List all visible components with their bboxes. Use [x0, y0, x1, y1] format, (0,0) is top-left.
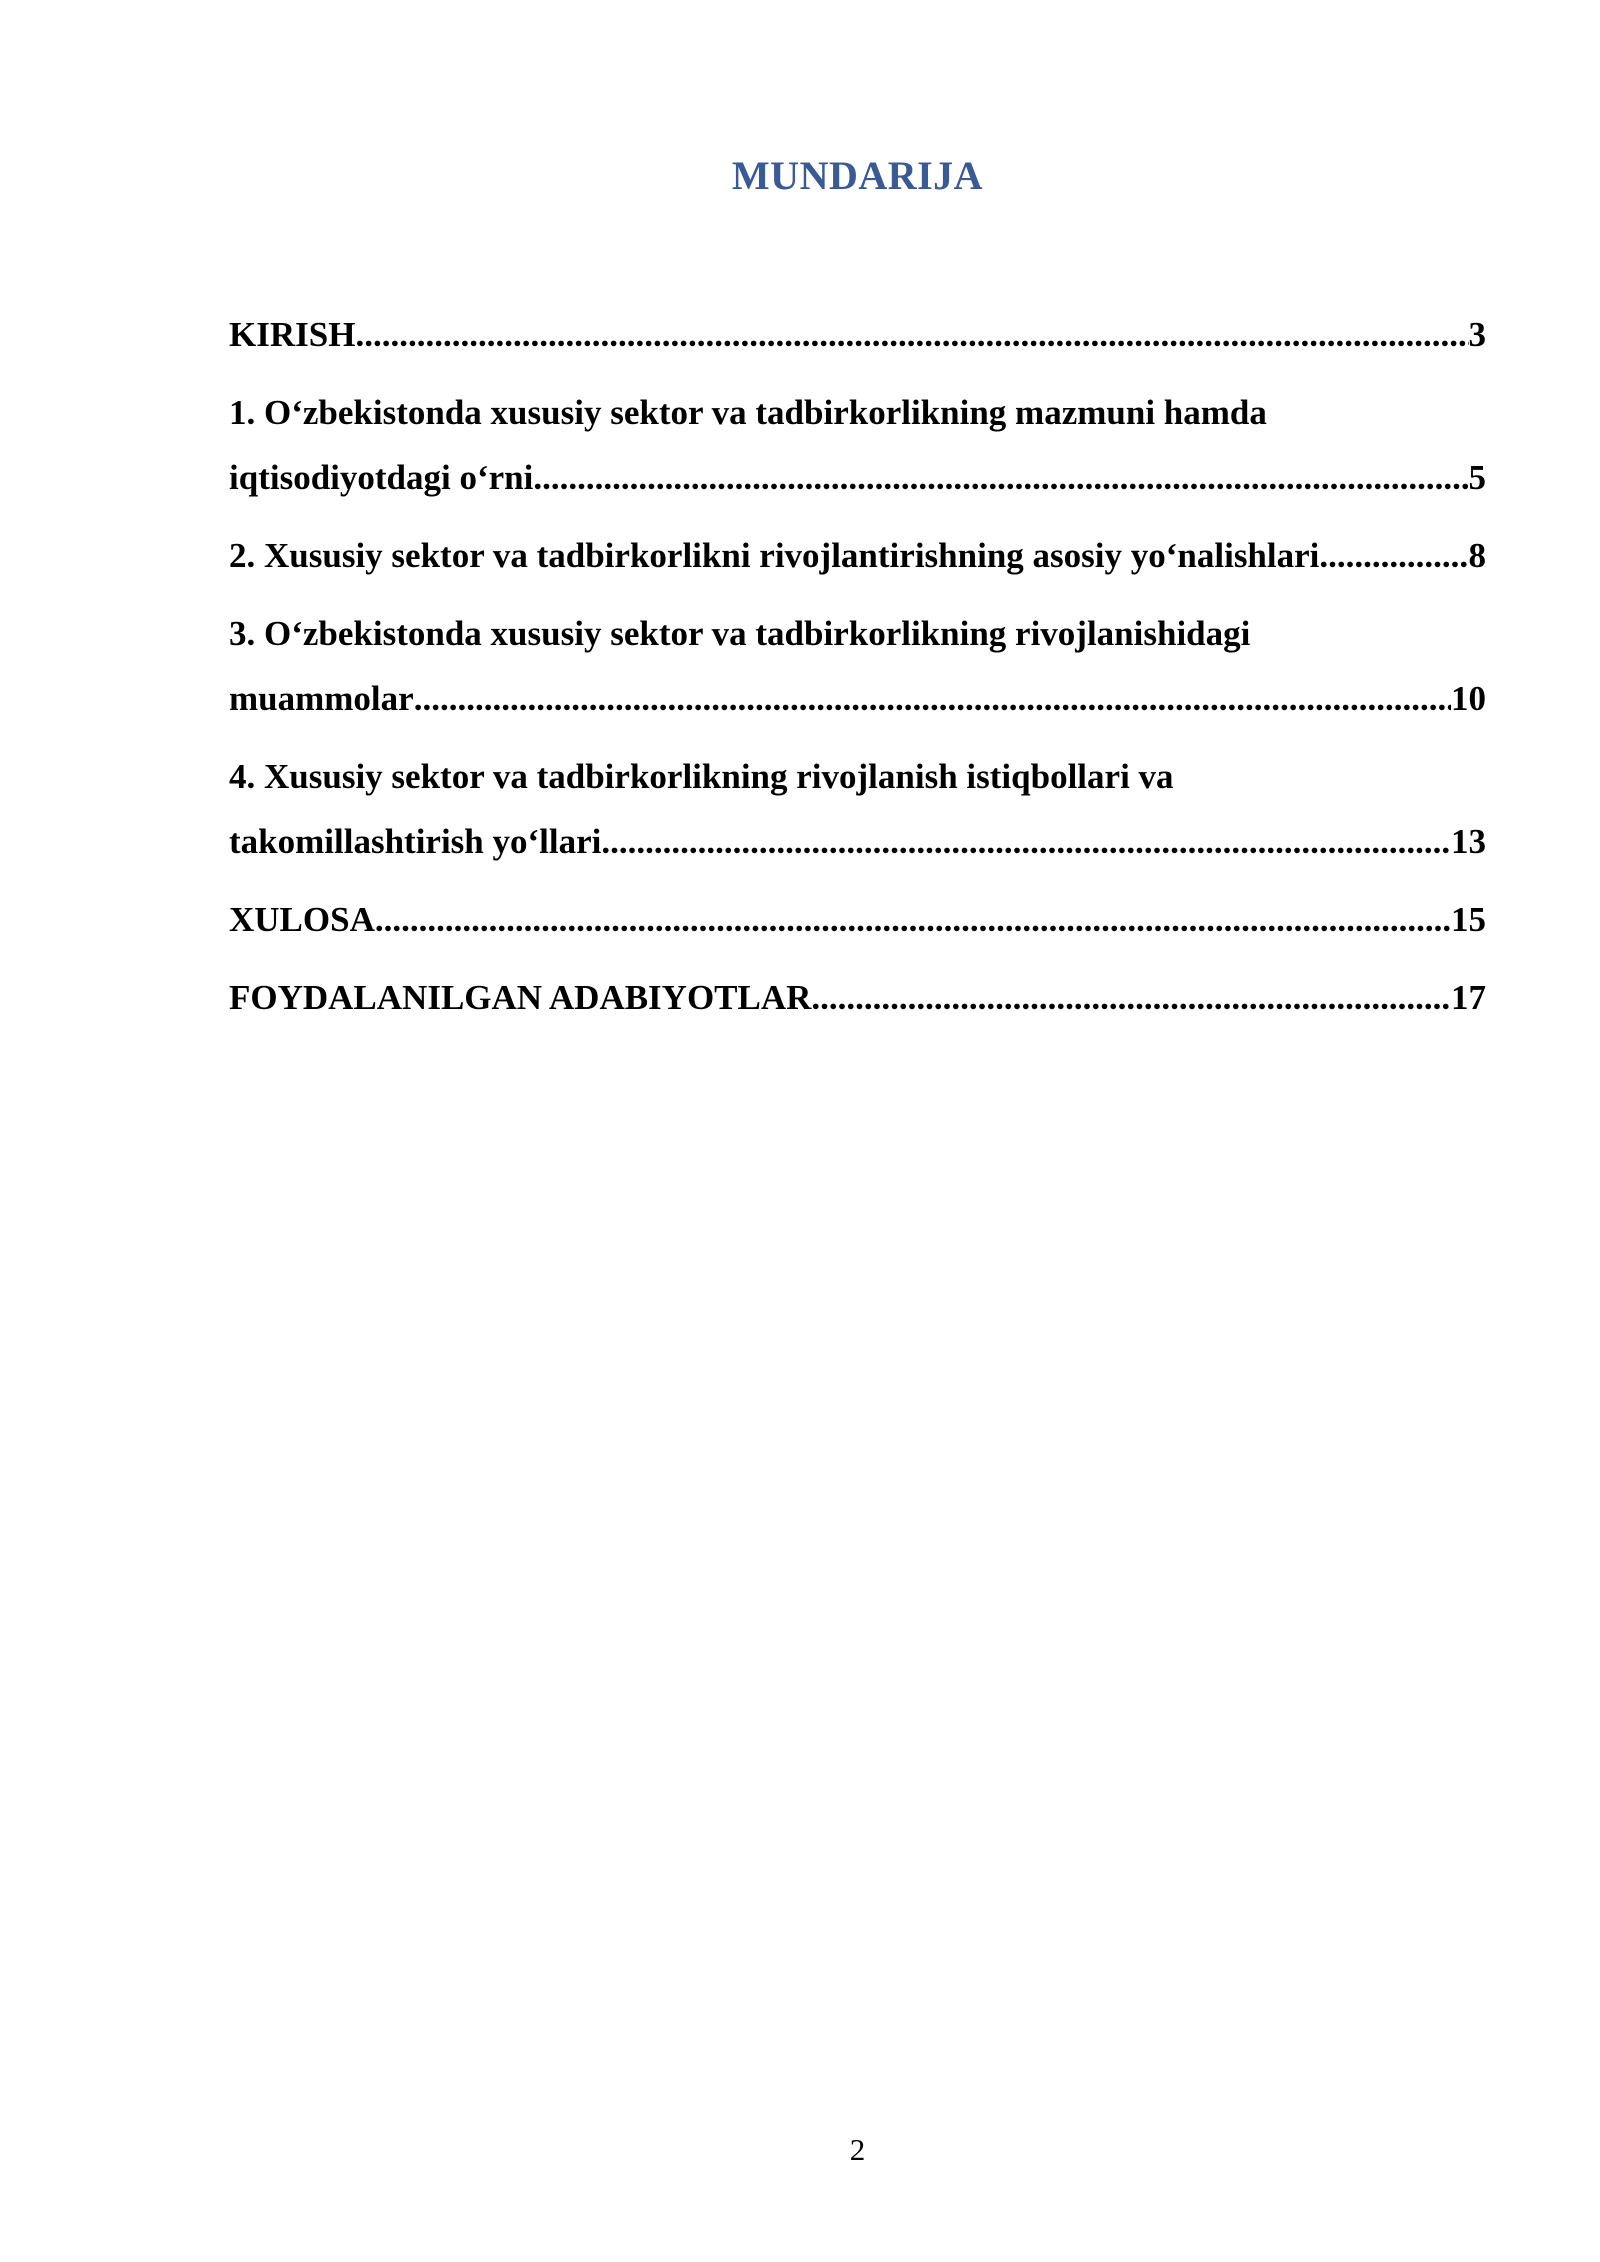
toc-entry-label: XULOSA	[229, 900, 375, 939]
toc-entry-line	[229, 965, 1486, 1030]
toc-entry-label: KIRISH	[229, 315, 356, 354]
toc-page-number: 3	[1468, 315, 1486, 354]
toc-entry-label-first-line: 3. O‘zbekistonda xususiy sektor va tadbirkorlikning rivojlanishidagi	[229, 614, 1251, 653]
toc-entry-references[interactable]	[229, 965, 1486, 1030]
toc-entry-introduction[interactable]	[229, 302, 1486, 367]
toc-entry-line	[229, 302, 1486, 367]
toc-entry-line	[229, 887, 1486, 952]
page-title: MUNDARIJA	[731, 153, 984, 198]
toc-entry-line	[229, 445, 1486, 510]
dot-leader	[601, 809, 1451, 874]
toc-entry-line	[229, 666, 1486, 731]
toc-entry-line	[229, 523, 1486, 588]
toc-page-number: 10	[1451, 679, 1486, 718]
toc-entry-label-first-line: 1. O‘zbekistonda xususiy sektor va tadbirkorlikning mazmuni hamda	[229, 393, 1267, 432]
dot-leader	[355, 302, 1468, 367]
toc-entry-label: 2. Xususiy sektor va tadbirkorlikni rivojlantirishning asosiy yo‘nalishlari	[229, 536, 1320, 575]
page-number: 2	[849, 2132, 866, 2167]
dot-leader	[533, 445, 1468, 510]
toc-entry-label: muammolar	[229, 679, 414, 718]
dot-leader	[1319, 523, 1468, 588]
toc-entry-label-first-line: 4. Xususiy sektor va tadbirkorlikning rivojlanish istiqbollari va	[229, 757, 1174, 796]
toc-page-number: 8	[1468, 536, 1486, 575]
toc-entry-line	[229, 809, 1486, 874]
toc-page-number: 5	[1468, 458, 1486, 497]
toc-entry-chapter-3[interactable]	[229, 601, 1486, 731]
toc-entry-label: iqtisodiyotdagi o‘rni	[229, 458, 534, 497]
toc-page-number: 17	[1451, 978, 1486, 1017]
dot-leader	[375, 887, 1451, 952]
toc-entry-conclusion[interactable]	[229, 887, 1486, 952]
toc-entry-label: takomillashtirish yo‘llari	[229, 822, 602, 861]
toc-entry-chapter-4[interactable]	[229, 744, 1486, 874]
toc-page-number: 15	[1451, 900, 1486, 939]
toc-entry-chapter-2[interactable]	[229, 523, 1486, 588]
table-of-contents	[229, 302, 1486, 1043]
dot-leader	[811, 965, 1451, 1030]
toc-entry-label: FOYDALANILGAN ADABIYOTLAR	[229, 978, 812, 1017]
dot-leader	[414, 666, 1451, 731]
toc-page-number: 13	[1451, 822, 1486, 861]
toc-entry-chapter-1[interactable]	[229, 380, 1486, 510]
